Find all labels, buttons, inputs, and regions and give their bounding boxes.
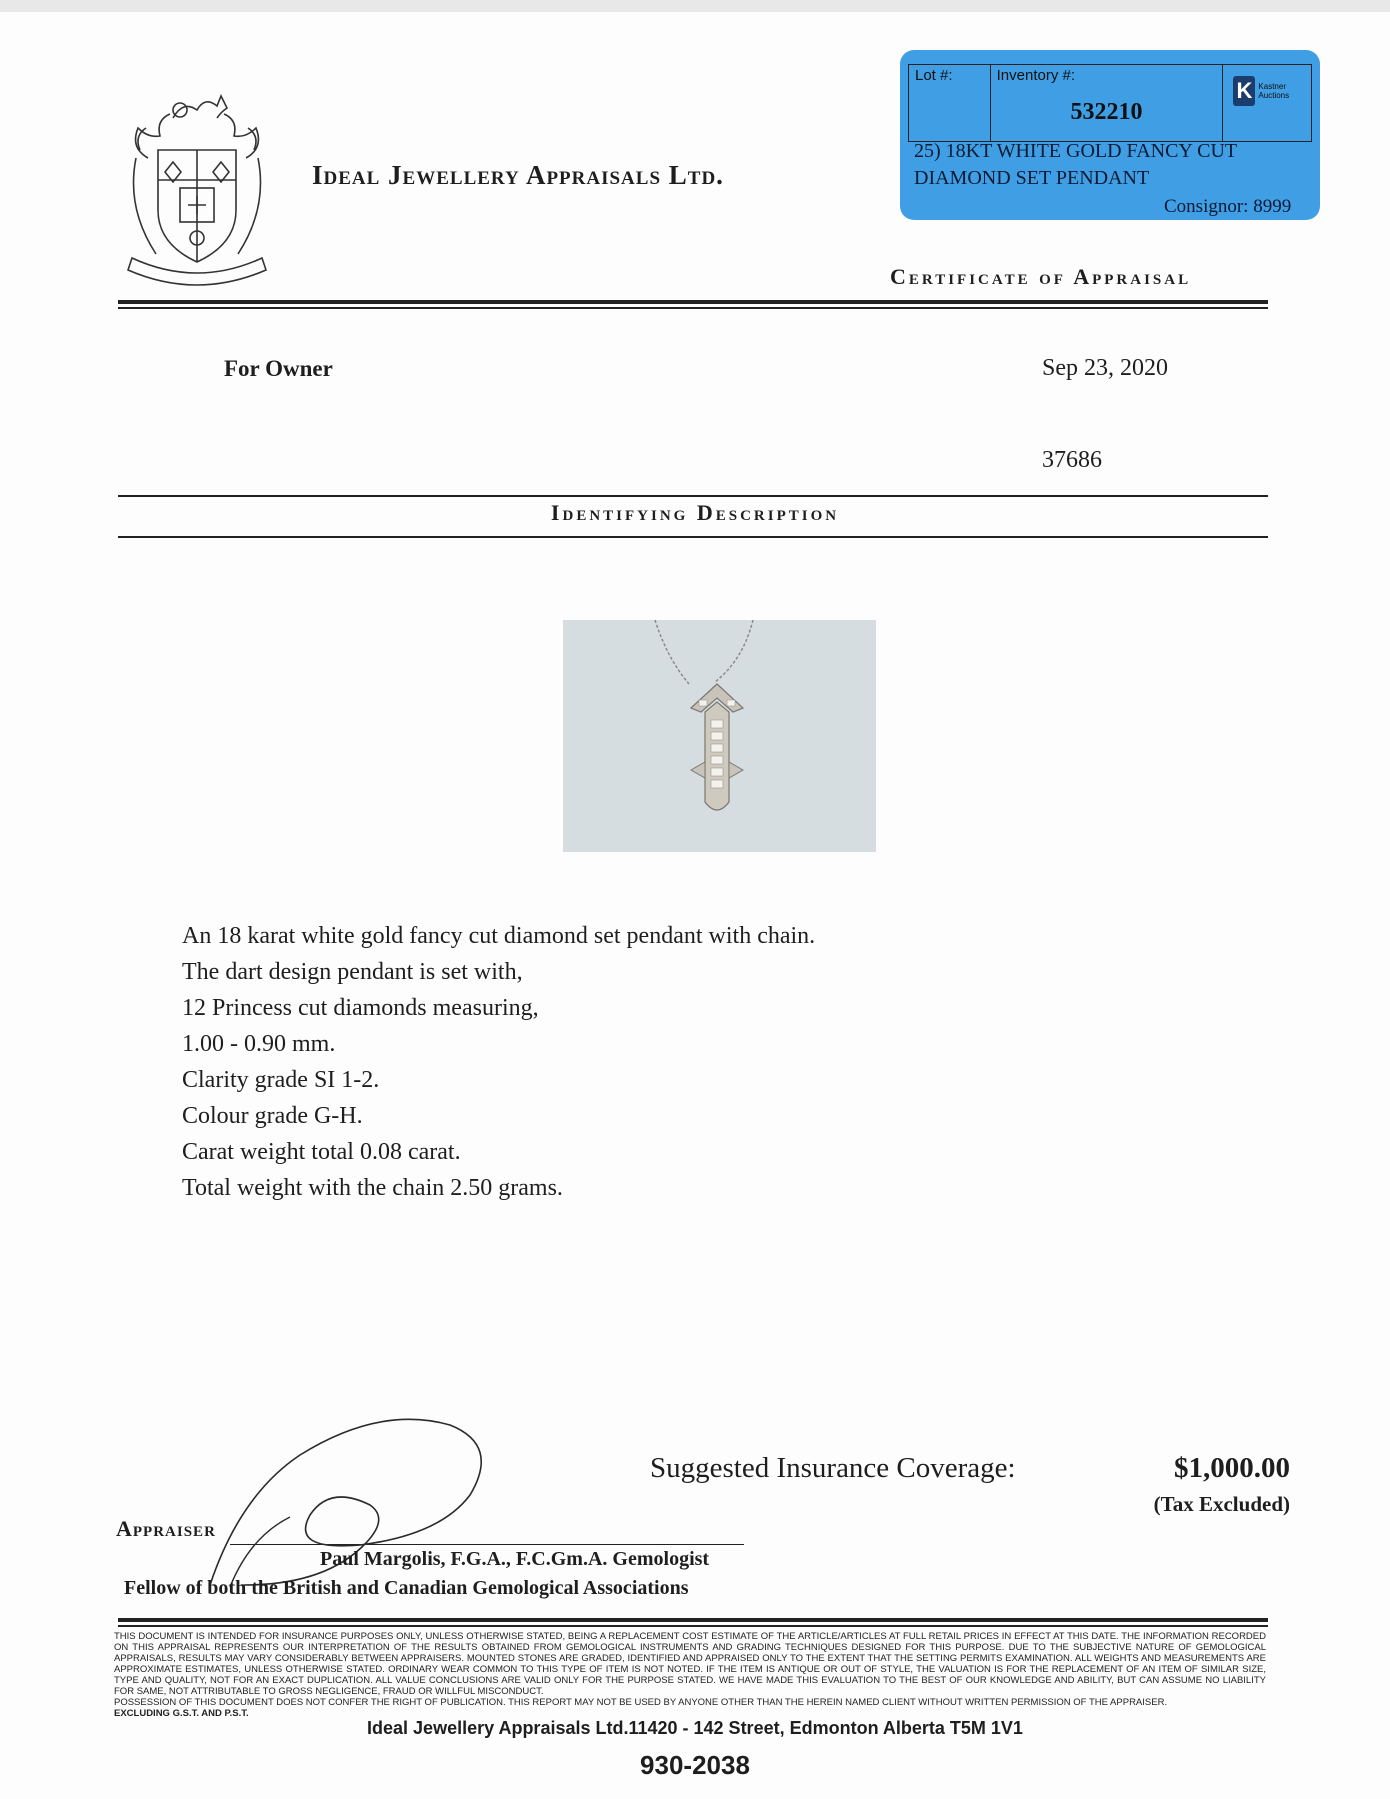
pendant-photo: [563, 620, 876, 852]
footer-rule-thin: [118, 1625, 1268, 1627]
owner-label: For Owner: [224, 356, 333, 381]
description-line: Clarity grade SI 1-2.: [182, 1067, 380, 1093]
section-rule-top: [118, 495, 1268, 497]
lot-tag-sticker: [900, 50, 1320, 220]
logo-text-line2: Auctions: [1258, 91, 1290, 100]
description-line: 12 Princess cut diamonds measuring,: [182, 995, 539, 1021]
consignor-number: Consignor: 8999: [1164, 196, 1292, 217]
lot-tag-table: [908, 64, 1312, 142]
certificate-title: Certificate of Appraisal: [890, 264, 1192, 289]
description-line: The dart design pendant is set with,: [182, 959, 523, 985]
tax-note: (Tax Excluded): [1153, 1492, 1290, 1516]
lot-description-line1: 25) 18KT WHITE GOLD FANCY CUT: [914, 140, 1238, 162]
insurance-value: $1,000.00: [1174, 1452, 1290, 1484]
disclaimer: [114, 1631, 1266, 1719]
appraiser-label: Appraiser: [116, 1516, 216, 1541]
footer-phone: 930-2038: [640, 1750, 750, 1780]
appraisal-number: 37686: [1042, 447, 1102, 473]
inventory-label: Inventory #:: [996, 67, 1076, 84]
coat-of-arms-icon: [118, 88, 276, 288]
logo-text-line1: Kastner: [1258, 82, 1286, 91]
lot-description-line2: DIAMOND SET PENDANT: [914, 167, 1150, 189]
section-rule-bottom: [118, 536, 1268, 538]
item-description: [182, 918, 815, 1206]
disclaimer-body: THIS DOCUMENT IS INTENDED FOR INSURANCE PURPOSES ONLY, UNLESS OTHERWISE STATED, BEING A REPLACEMENT COST ESTIMATE OF THE ARTICLE/ARTICLES AT FULL RETAIL PRICES IN EFFECT AT THIS DATE. THE INFORMATION RECORDED ON THIS APPRAISAL REPRESENTS OUR INTERPRETATION OF THE RESULTS OBTAINED FROM GEMOLOGICAL INSTRUMENTS AND GRADING TECHNIQUES DESIGNED FOR THIS PURPOSE. DUE TO THE SUBJECTIVE NATURE OF GEMOLOGICAL APPRAISALS, RESULTS MAY VARY CONSIDERABLY BETWEEN APPRAISERS. MOUNTED STONES ARE GRADED, IDENTIFIED AND APPRAISED ONLY TO THE EXTENT THAT THE SETTING PERMITS EXAMINATION. ALL WEIGHTS AND MEASUREMENTS ARE APPROXIMATE ESTIMATES, UNLESS OTHERWISE STATED. ORDINARY WEAR COMMON TO THIS TYPE OF ITEM IS NOT NOTED. IF THE ITEM IS ANTIQUE OR OUT OF STYLE, THE VALUATION IS FOR THE REPLACEMENT OF AN ITEM OF SIMILAR SIZE, TYPE AND QUALITY, NOT FOR AN EXACT DUPLICATION. ALL VALUE CONCLUSIONS ARE VALID ONLY FOR THE PURPOSE STATED. WE HAVE MADE THIS EVALUATION TO THE BEST OF OUR KNOWLEDGE AND ABILITY, BUT CAN ASSUME NO LIABILITY FOR SAME, NOT ATTRIBUTABLE TO GROSS NEGLIGENCE, FRAUD OR WILLFUL MISCONDUCT.: [114, 1631, 1266, 1697]
lot-number-cell: [909, 65, 991, 141]
header-rule-thin: [118, 307, 1268, 309]
header-rule-thick: [118, 300, 1268, 304]
lot-description: [914, 138, 1314, 192]
kastner-auctions-logo-icon: [1233, 73, 1299, 109]
description-line: An 18 karat white gold fancy cut diamond set pendant with chain.: [182, 923, 816, 949]
disclaimer-tax: EXCLUDING G.S.T. AND P.S.T.: [114, 1708, 249, 1719]
lot-number-label: Lot #:: [915, 67, 953, 84]
logo-letter: K: [1233, 76, 1255, 106]
description-line: Carat weight total 0.08 carat.: [182, 1139, 461, 1165]
footer-address: Ideal Jewellery Appraisals Ltd.11420 - 142 Street, Edmonton Alberta T5M 1V1: [367, 1718, 1023, 1738]
disclaimer-publication: POSSESSION OF THIS DOCUMENT DOES NOT CONFER THE RIGHT OF PUBLICATION. THIS REPORT MAY NOT BE USED BY ANYONE OTHER THAN THE HEREIN NAMED CLIENT WITHOUT WRITTEN PERMISSION OF THE APPRAISER.: [114, 1697, 1168, 1708]
company-name: Ideal Jewellery Appraisals Ltd.: [312, 160, 724, 190]
section-title: Identifying Description: [550, 500, 840, 525]
footer-rule-thick: [118, 1618, 1268, 1622]
logo-text: [1258, 82, 1289, 100]
inventory-number: 532210: [1070, 99, 1143, 125]
logo-cell: [1223, 65, 1311, 141]
description-line: 1.00 - 0.90 mm.: [182, 1031, 336, 1057]
page-top-edge: [0, 0, 1390, 12]
description-line: Total weight with the chain 2.50 grams.: [182, 1175, 563, 1201]
appraisal-date: Sep 23, 2020: [1042, 355, 1168, 381]
appraiser-credentials: Fellow of both the British and Canadian Gemological Associations: [124, 1577, 689, 1599]
inventory-cell: [991, 65, 1224, 141]
description-line: Colour grade G-H.: [182, 1103, 363, 1129]
appraiser-name: Paul Margolis, F.G.A., F.C.Gm.A. Gemologist: [320, 1548, 710, 1570]
insurance-label: Suggested Insurance Coverage:: [650, 1452, 1016, 1484]
